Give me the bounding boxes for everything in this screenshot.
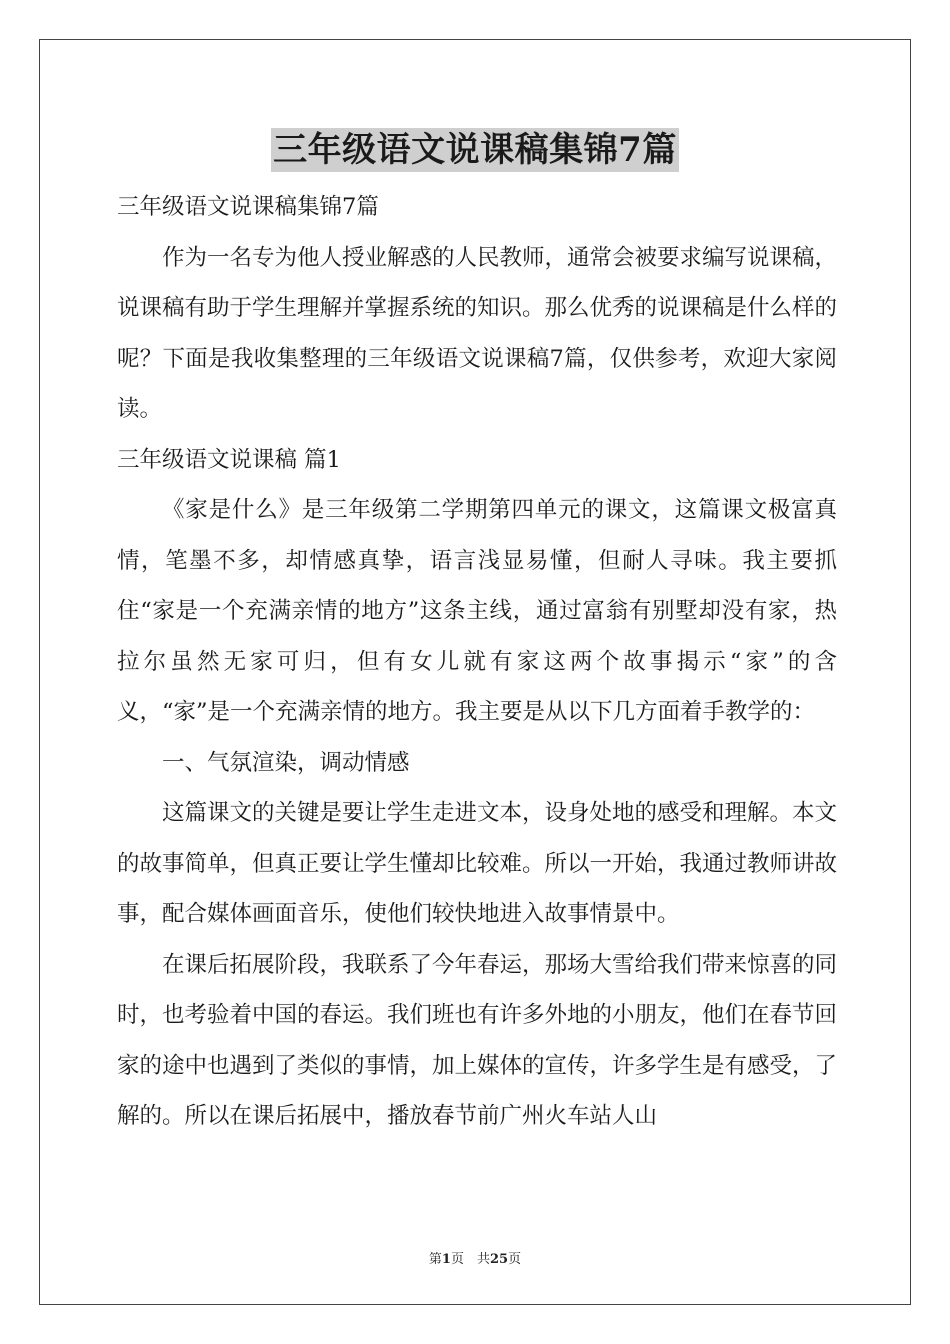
- section-heading: 三年级语文说课稿 篇1: [117, 446, 341, 473]
- page-prefix: 第: [428, 1252, 442, 1267]
- page-current: 1: [441, 1252, 451, 1267]
- page-suffix: 页: [508, 1252, 522, 1267]
- body-paragraph: 这篇课文的关键是要让学生走进文本，设身处地的感受和理解。本文的故事简单，但真正要让学生懂却比较难。所以一开始，我通过教师讲故事，配合媒体画面音乐，使他们较快地进入故事情景中。: [117, 800, 838, 927]
- sub-heading: 一、气氛渲染，调动情感: [162, 749, 410, 776]
- page-mid: 页 共: [450, 1252, 490, 1267]
- body-paragraph: 在课后拓展阶段，我联系了今年春运，那场大雪给我们带来惊喜的同时，也考验着中国的春运。我们班也有许多外地的小朋友，他们在春节回家的途中也遇到了类似的事情，加上媒体的宣传，许多学生是有感受，了解的。所以在课后拓展中，播放春节前广州火车站人山: [117, 951, 838, 1129]
- page-footer: [0, 1248, 950, 1267]
- body-paragraph: 《家是什么》是三年级第二学期第四单元的课文，这篇课文极富真情，笔墨不多，却情感真挚，语言浅显易懂，但耐人寻味。我主要抓住“家是一个充满亲情的地方”这条主线，通过富翁有别墅却没有家，热拉尔虽然无家可归，但有女儿就有家这两个故事揭示“家”的含义，“家”是一个充满亲情的地方。我主要是从以下几方面着手教学的：: [117, 497, 837, 725]
- title-container: [0, 128, 950, 172]
- document-subtitle: 三年级语文说课稿集锦7篇: [117, 194, 379, 220]
- document-body: [117, 182, 837, 1142]
- page-total: 25: [489, 1252, 509, 1267]
- document-title: 三年级语文说课稿集锦7篇: [273, 130, 677, 170]
- intro-paragraph: 作为一名专为他人授业解惑的人民教师，通常会被要求编写说课稿，说课稿有助于学生理解并掌握系统的知识。那么优秀的说课稿是什么样的呢？下面是我收集整理的三年级语文说课稿7篇，仅供参考，欢迎大家阅读。: [117, 244, 838, 422]
